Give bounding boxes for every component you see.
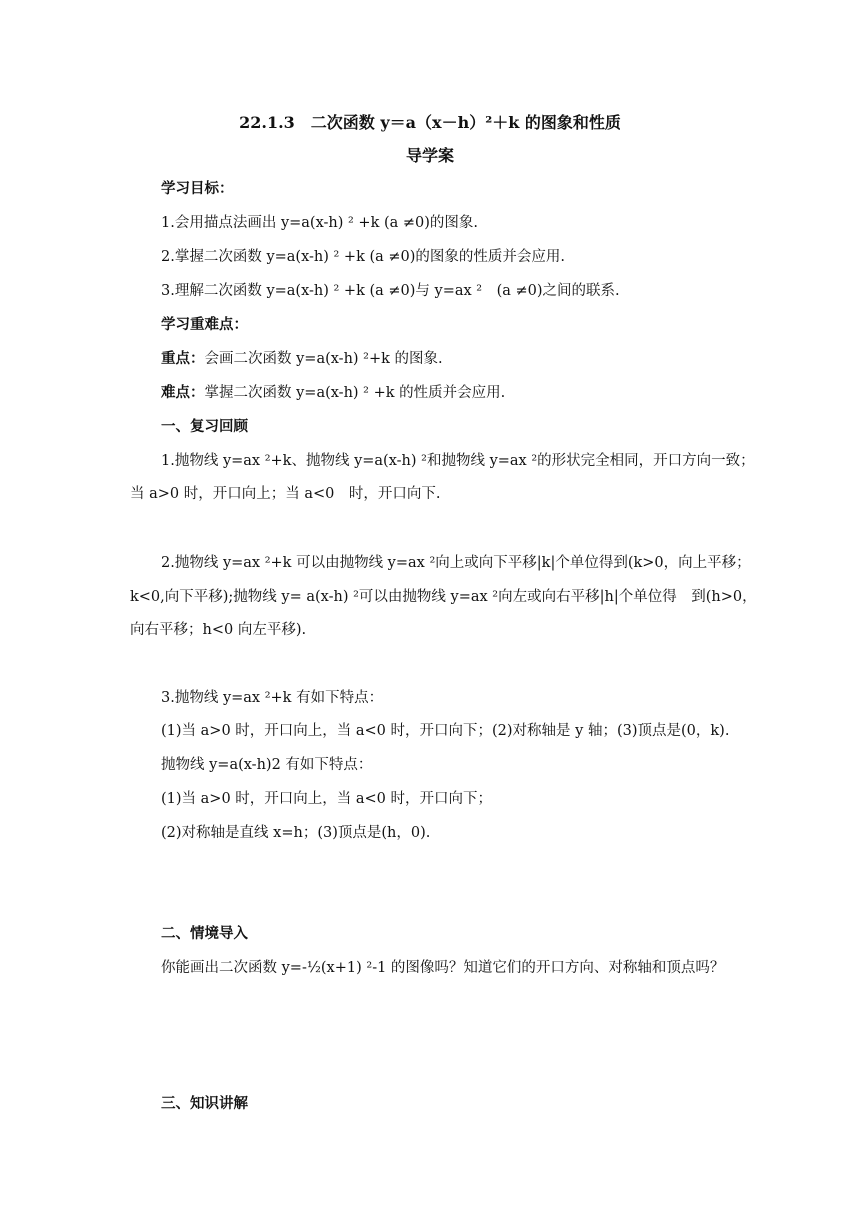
objective-item-2: 2.掌握二次函数 y=a(x-h) ² +k (a ≠0)的图象的性质并会应用. xyxy=(161,249,566,265)
focus-line xyxy=(161,350,443,368)
difficulty-label: 难点： xyxy=(161,384,205,401)
review-p1-line2: 当 a>0 时，开口向上；当 a<0 时，开口向下. xyxy=(130,486,441,502)
difficulty-text: 掌握二次函数 y=a(x-h) ² +k 的性质并会应用. xyxy=(204,385,506,401)
focus-label: 重点： xyxy=(161,350,205,367)
objective-item-3: 3.理解二次函数 y=a(x-h) ² +k (a ≠0)与 y=ax ² (a ≠0)之间的联系. xyxy=(161,283,620,299)
review-p2-line3: 向右平移；h<0 向左平移). xyxy=(130,622,307,638)
knowledge-heading: 三、知识讲解 xyxy=(161,1095,248,1112)
document-title: 22.1.3 二次函数 y＝a（x－h）²＋k 的图象和性质 xyxy=(239,113,621,132)
review-p3-line3: 抛物线 y=a(x-h)2 有如下特点： xyxy=(161,757,373,773)
document-subtitle: 导学案 xyxy=(405,146,454,165)
review-p3-line5: (2)对称轴是直线 x=h；(3)顶点是(h，0). xyxy=(161,825,431,841)
objectives-heading: 学习目标： xyxy=(161,180,234,197)
key-points-heading: 学习重难点： xyxy=(161,316,248,333)
review-p3-line4: (1)当 a>0 时，开口向上，当 a<0 时，开口向下； xyxy=(161,791,493,807)
review-p3-line2: (1)当 a>0 时，开口向上，当 a<0 时，开口向下；(2)对称轴是 y 轴；(3)顶点是(0，k). xyxy=(161,723,730,739)
review-p2-line2: k<0,向下平移);抛物线 y= a(x-h) ²可以由抛物线 y=ax ²向左或向右平移|h|个单位得 到(h>0， xyxy=(130,589,757,605)
difficulty-line xyxy=(161,384,505,402)
objective-item-1: 1.会用描点法画出 y=a(x-h) ² +k (a ≠0)的图象. xyxy=(161,215,479,231)
situation-heading: 二、情境导入 xyxy=(161,925,248,942)
review-p1-line1: 1.抛物线 y=ax ²+k、抛物线 y=a(x-h) ²和抛物线 y=ax ²的形状完全相同，开口方向一致； xyxy=(161,453,755,469)
review-p3-line1: 3.抛物线 y=ax ²+k 有如下特点： xyxy=(161,690,384,706)
review-heading: 一、复习回顾 xyxy=(161,418,248,435)
review-p2-line1: 2.抛物线 y=ax ²+k 可以由抛物线 y=ax ²向上或向下平移|k|个单位得到(k>0，向上平移； xyxy=(161,555,751,571)
situation-text: 你能画出二次函数 y=-½(x+1) ²-1 的图像吗？知道它们的开口方向、对称轴和顶点吗？ xyxy=(161,960,725,976)
focus-text: 会画二次函数 y=a(x-h) ²+k 的图象. xyxy=(204,351,443,367)
